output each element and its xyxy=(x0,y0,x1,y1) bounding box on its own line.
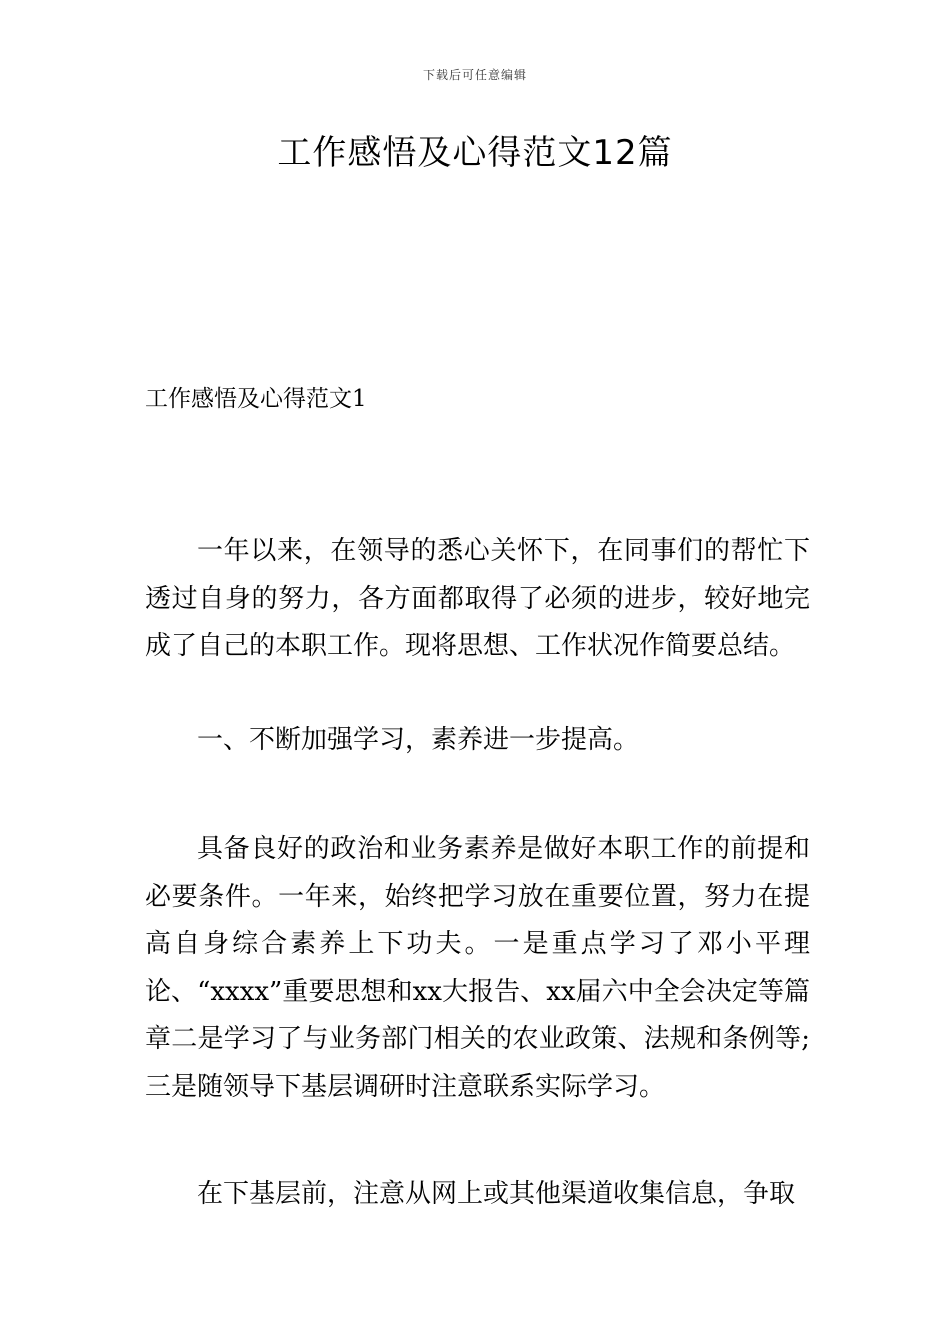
section-heading: 工作感悟及心得范文1 xyxy=(145,386,367,412)
paragraph-continued: 在下基层前，注意从网上或其他渠道收集信息，争取 xyxy=(197,1179,796,1209)
paragraph-study: 具备良好的政治和业务素养是做好本职工作的前提和必要条件。一年来，始终把学习放在重要位置，努力在提高自身综合素养上下功夫。一是重点学习了邓小平理论、“xxxx”重要思想和xx大报告、xx届六中全会决定等篇章二是学习了与业务部门相关的农业政策、法规和条例等;三是随领导下基层调研时注意联系实际学习。 xyxy=(145,834,810,1102)
document-title: 工作感悟及心得范文12篇 xyxy=(277,133,673,173)
paragraph-intro: 一年以来，在领导的悉心关怀下，在同事们的帮忙下透过自身的努力，各方面都取得了必须的进步，较好地完成了自己的本职工作。现将思想、工作状况作简要总结。 xyxy=(145,536,810,661)
paragraph-subheading-1: 一、不断加强学习，素养进一步提高。 xyxy=(197,725,640,755)
header-note: 下载后可任意编辑 xyxy=(422,68,527,82)
